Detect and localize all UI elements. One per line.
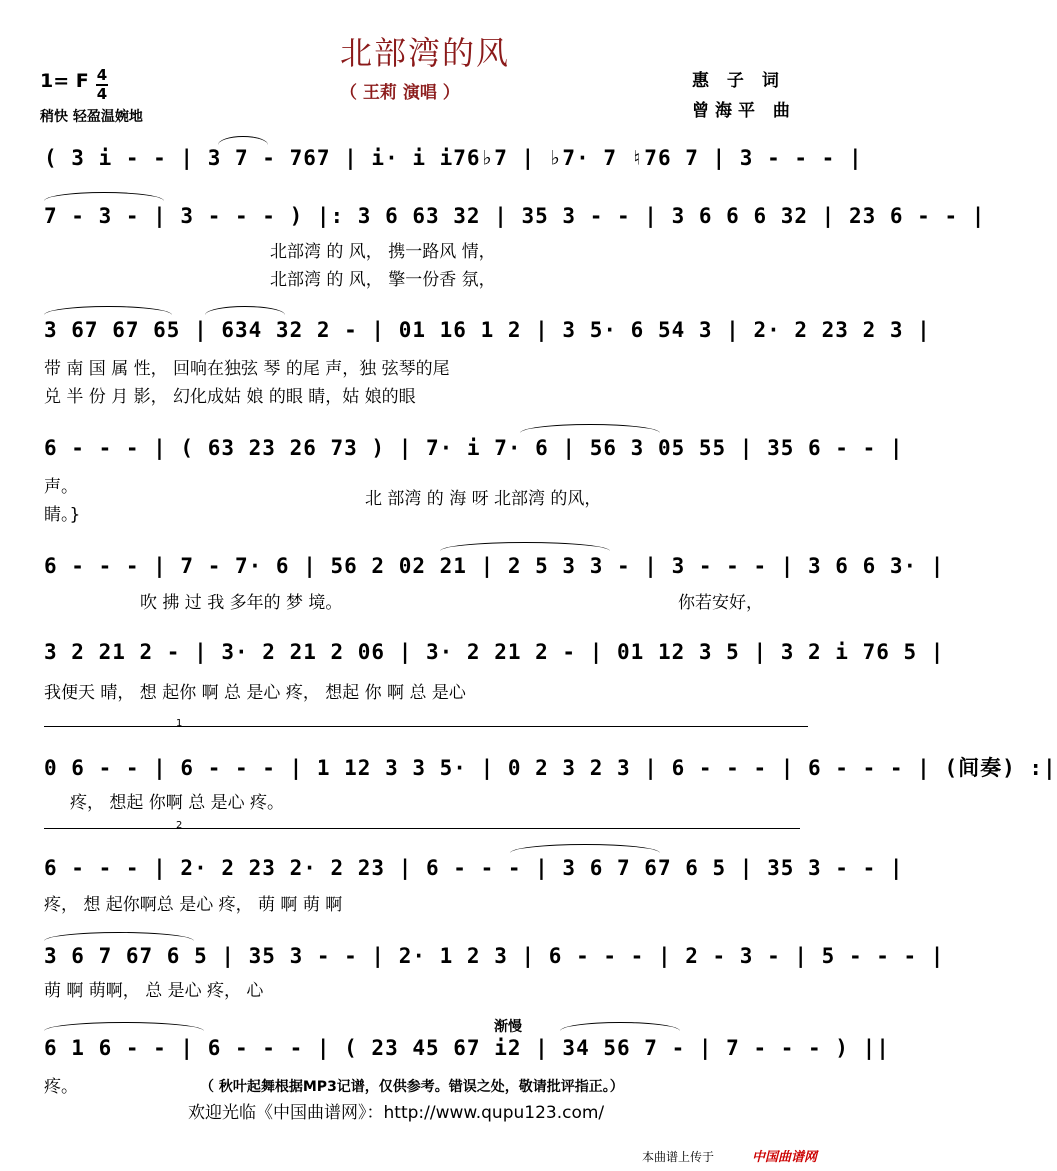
- lyric-row-10: 疼。: [44, 1077, 78, 1097]
- time-signature: [96, 68, 108, 102]
- singer-credit: （ 王莉 演唱 ）: [340, 83, 460, 103]
- time-sig-top: 4: [96, 66, 108, 84]
- score-row-2: 7 - 3 - | 3 - - - ) |: 3 6 63 32 | 35 3 - - | 3 6 6 6 32 | 23 6 - - |: [44, 204, 986, 228]
- lyricist-credit: 惠 子 词: [692, 71, 785, 91]
- ritardando-mark: 渐慢: [494, 1019, 522, 1035]
- volta-1-line: [44, 726, 808, 727]
- transcription-note: （ 秋叶起舞根据MP3记谱，仅供参考。错误之处，敬请批评指正。）: [200, 1079, 624, 1095]
- volta-2-line: [44, 828, 800, 829]
- lyric-row-4-verse-1-end: 声。: [44, 477, 78, 497]
- score-row-9: 3 6 7 67 6 5 | 35 3 - - | 2· 1 2 3 | 6 - - - | 2 - 3 - | 5 - - - |: [44, 944, 945, 968]
- score-row-6: 3 2 21 2 - | 3· 2 21 2 06 | 3· 2 21 2 - | 01 12 3 5 | 3 2 i 76 5 |: [44, 640, 945, 664]
- composer-credit: 曾海平 曲: [692, 101, 796, 121]
- time-sig-bottom: 4: [96, 85, 108, 103]
- key-signature: 1= F: [40, 70, 89, 92]
- score-row-1: ( 3 i - - | 3 7 - 767 | i· i i76♭7 | ♭7· 7 ♮76 7 | 3 - - - |: [44, 146, 863, 170]
- lyric-row-2-verse-2: 北部湾 的 风， 擎一份香 氛，: [270, 270, 496, 290]
- upload-footer: 本曲谱上传于: [642, 1150, 715, 1164]
- lyric-row-4-chorus: 北 部湾 的 海 呀 北部湾 的风，: [365, 489, 602, 509]
- lyric-row-3-verse-2: 兑 半 份 月 影， 幻化成姑 娘 的眼 睛，姑 娘的眼: [44, 387, 416, 407]
- lyric-row-8: 疼， 想 起你啊总 是心 疼， 萌 啊 萌 啊: [44, 895, 343, 915]
- score-row-10: 6 1 6 - - | 6 - - - | ( 23 45 67 i2 | 34 56 7 - | 7 - - - ) ||: [44, 1036, 890, 1060]
- welcome-link-text[interactable]: 欢迎光临《中国曲谱网》：http://www.qupu123.com/: [188, 1103, 605, 1123]
- score-row-8: 6 - - - | 2· 2 23 2· 2 23 | 6 - - - | 3 6 7 67 6 5 | 35 3 - - |: [44, 856, 904, 880]
- lyric-row-6: 我便天 晴， 想 起你 啊 总 是心 疼， 想起 你 啊 总 是心: [44, 683, 466, 703]
- lyric-row-2-verse-1: 北部湾 的 风， 携一路风 情，: [270, 242, 496, 262]
- score-row-5: 6 - - - | 7 - 7· 6 | 56 2 02 21 | 2 5 3 3 - | 3 - - - | 3 6 6 3· |: [44, 554, 945, 578]
- score-row-4: 6 - - - | ( 63 23 26 73 ) | 7· i 7· 6 | 56 3 05 55 | 35 6 - - |: [44, 436, 904, 460]
- song-title: 北部湾的风: [339, 34, 510, 72]
- lyric-row-9: 萌 啊 萌啊， 总 是心 疼， 心: [44, 981, 264, 1001]
- lyric-row-7: 疼， 想起 你啊 总 是心 疼。: [70, 793, 285, 813]
- score-row-7: 0 6 - - | 6 - - - | 1 12 3 3 5· | 0 2 3 2 3 | 6 - - - | 6 - - - | (间奏) :|: [44, 756, 1057, 780]
- volta-2-label: 2: [176, 820, 183, 831]
- lyric-row-4-verse-2-end: 睛。}: [44, 505, 81, 525]
- lyric-row-5-b: 你若安好，: [678, 593, 763, 613]
- lyric-row-5-a: 吹 拂 过 我 多年的 梦 境。: [140, 593, 343, 613]
- score-row-3: 3 67 67 65 | 634 32 2 - | 01 16 1 2 | 3 5· 6 54 3 | 2· 2 23 2 3 |: [44, 318, 931, 342]
- brand-logo: 中国曲谱网: [752, 1150, 818, 1165]
- lyric-row-3-verse-1: 带 南 国 属 性， 回响在独弦 琴 的尾 声，独 弦琴的尾: [44, 359, 450, 379]
- volta-1-label: 1: [176, 718, 183, 729]
- tempo-marking: 稍快 轻盈温婉地: [40, 109, 143, 125]
